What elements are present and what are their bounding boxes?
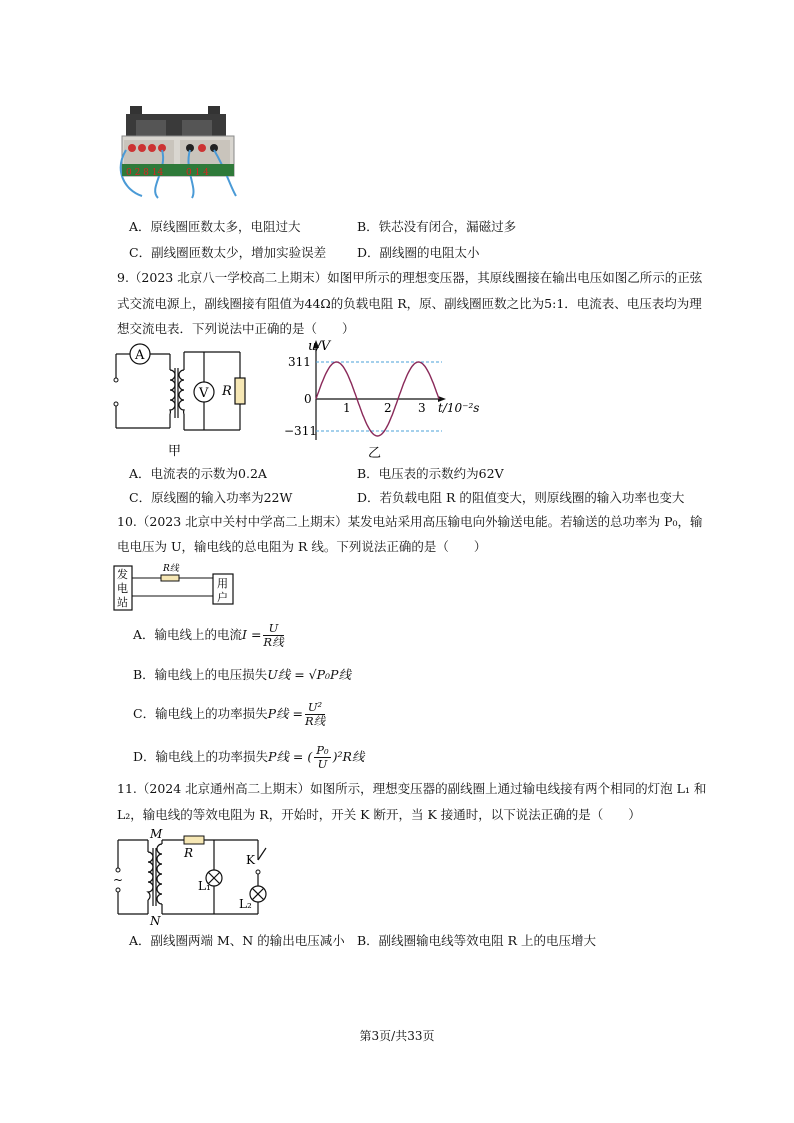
x-axis-label: t/10⁻²s: [438, 401, 480, 415]
q11-circuit-figure: [110, 826, 280, 926]
q9-stem-line3: 想交流电表．下列说法中正确的是（ ）: [117, 321, 355, 336]
q11-stem-line2: L₂，输电线的等效电阻为 R，开始时，开关 K 断开，当 K 接通时，以下说法正确的是（ ）: [117, 807, 641, 822]
x-tick-1: 1: [343, 401, 351, 415]
q8-option-d: D．副线圈的电阻太小: [357, 245, 480, 260]
q9-option-a: A．电流表的示数为0.2A: [129, 466, 267, 481]
q10-option-c: C．输电线上的功率损失P线 = $\frac{\text{U²}}{\text{R线}}$: [133, 700, 326, 728]
user-label: 用户: [217, 577, 228, 604]
q8-option-a: A．原线圈匝数太多，电阻过大: [129, 219, 301, 234]
q11-stem-line1: 11.（2024 北京通州高二上期末）如图所示，理想变压器的副线圈上通过输电线接有两个相同的灯泡 L₁ 和: [117, 781, 707, 796]
q10-option-b: B．输电线上的电压损失U线 = √P₀P线: [133, 667, 351, 682]
x-tick-2: 2: [384, 401, 392, 415]
y-axis-label: u/V: [308, 339, 331, 354]
resistor-r-label: R: [184, 846, 194, 860]
q10-option-d: D．输电线上的功率损失P线 = ( $\frac{\text{P₀}}{U}$ )²R线: [133, 743, 365, 771]
q11-option-b: B．副线圈输电线等效电阻 R 上的电压增大: [357, 933, 597, 948]
line-resistor-label: R线: [163, 564, 179, 574]
terminal-m-label: M: [150, 827, 163, 841]
q10-stem-line1: 10.（2023 北京中关村中学高二上期末）某发电站采用高压输电向外输送电能。若输送的总功率为 P₀，输: [117, 514, 703, 529]
photo-terminal-labels-right: 0 1 4: [186, 168, 209, 178]
q9-stem-line1: 9.（2023 北京八一学校高二上期末）如图甲所示的理想变压器，其原线圈接在输出电压如图乙所示的正弦: [117, 270, 703, 285]
switch-k-label: K: [246, 853, 255, 867]
q8-option-c: C．副线圈匝数太少，增加实验误差: [129, 245, 327, 260]
q9-stem-line2: 式交流电源上，副线圈接有阻值为44Ω的负载电阻 R，原、副线圈匝数之比为5:1．电流表、电压表均为理: [117, 296, 702, 311]
q10-transmission-figure: [113, 560, 243, 612]
q9-option-b: B．电压表的示数约为62V: [357, 466, 504, 481]
ammeter-label: A: [135, 348, 145, 363]
lamp-l2-label: L₂: [239, 897, 252, 911]
ac-source-symbol: ~: [113, 873, 124, 887]
x-tick-3: 3: [418, 401, 426, 415]
lamp-l1-label: L₁: [198, 879, 211, 893]
q10-stem-line2: 电电压为 U，输电线的总电阻为 R 线。下列说法正确的是（ ）: [117, 539, 487, 554]
q9-option-c: C．原线圈的输入功率为22W: [129, 490, 293, 505]
photo-terminal-labels-left: 0 2 8 14: [126, 168, 164, 178]
y-tick-neg311: −311: [284, 424, 317, 438]
y-tick-0: 0: [304, 392, 312, 406]
figure-b-caption: 乙: [368, 446, 382, 461]
q8-option-b: B．铁芯没有闭合，漏磁过多: [357, 219, 517, 234]
terminal-n-label: N: [150, 914, 161, 926]
q9-option-d: D．若负载电阻 R 的阻值变大，则原线圈的输入功率也变大: [357, 490, 685, 505]
transformer-photo: [118, 100, 240, 200]
page-footer: 第3页/共33页: [359, 1029, 435, 1043]
voltmeter-label: V: [199, 386, 209, 401]
q9-figure-a-circuit: [108, 340, 258, 460]
q11-option-a: A．副线圈两端 M、N 的输出电压减小: [129, 933, 345, 948]
y-tick-311: 311: [288, 355, 311, 369]
figure-a-caption: 甲: [168, 444, 182, 459]
q9-figure-b-sine-plot: [282, 338, 512, 464]
power-station-label: 发电站: [117, 568, 128, 609]
resistor-r-label: R: [222, 384, 232, 399]
q10-option-a: A．输电线上的电流I = $\frac{U}{\text{R线}}$: [133, 621, 284, 649]
